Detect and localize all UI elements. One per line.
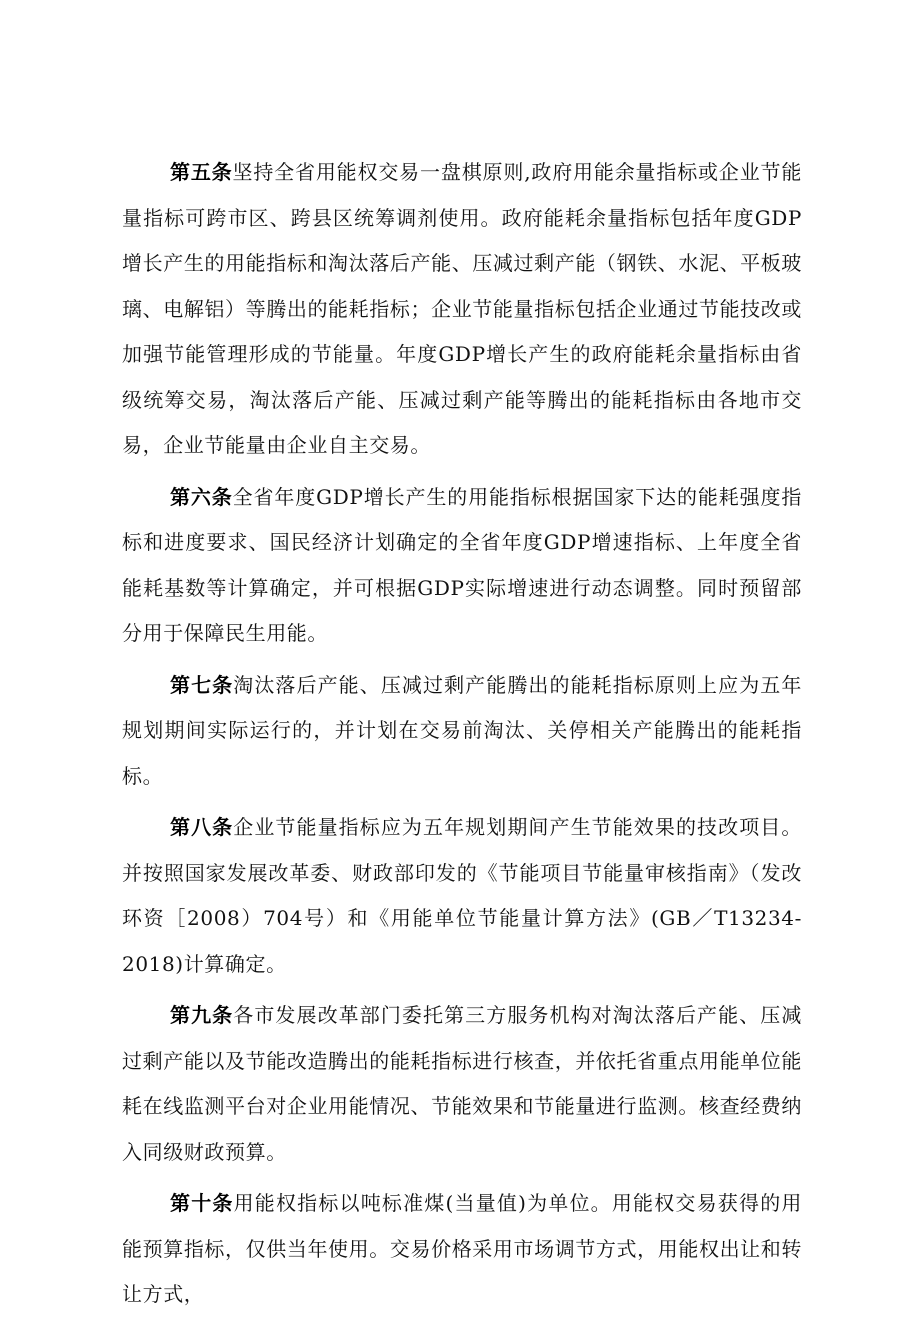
- article-7-text: 淘汰落后产能、压减过剩产能腾出的能耗指标原则上应为五年规划期间实际运行的，并计划在交易前淘汰、关停相关产能腾出的能耗指标。: [122, 672, 802, 788]
- article-5-text: 坚持全省用能权交易一盘棋原则,政府用能余量指标或企业节能量指标可跨市区、跨县区统筹调剂使用。政府能耗余量指标包括年度GDP增长产生的用能指标和淘汰落后产能、压减过剩产能（钢铁、水泥、平板玻璃、电解铝）等腾出的能耗指标；企业节能量指标包括企业通过节能技改或加强节能管理形成的节能量。年度GDP增长产生的政府能耗余量指标由省级统筹交易，淘汰落后产能、压减过剩产能等腾出的能耗指标由各地市交易，企业节能量由企业自主交易。: [122, 160, 802, 457]
- article-7-paragraph: [122, 663, 802, 800]
- article-6-paragraph: [122, 475, 802, 657]
- article-7-heading: 第七条: [170, 672, 234, 697]
- article-9-heading: 第九条: [170, 1003, 234, 1027]
- article-9-text: 各市发展改革部门委托第三方服务机构对淘汰落后产能、压减过剩产能以及节能改造腾出的能耗指标进行核查，并依托省重点用能单位能耗在线监测平台对企业用能情况、节能效果和节能量进行监测。核查经费纳入同级财政预算。: [122, 1003, 802, 1164]
- article-5-paragraph: [122, 150, 802, 469]
- article-6-text: 全省年度GDP增长产生的用能指标根据国家下达的能耗强度指标和进度要求、国民经济计划确定的全省年度GDP增速指标、上年度全省能耗基数等计算确定，并可根据GDP实际增速进行动态调整。同时预留部分用于保障民生用能。: [122, 484, 802, 645]
- article-10-text: 用能权指标以吨标准煤(当量值)为单位。用能权交易获得的用能预算指标，仅供当年使用。交易价格采用市场调节方式，用能权出让和转让方式，: [122, 1191, 802, 1306]
- article-8-paragraph: [122, 805, 802, 987]
- article-10-heading: 第十条: [170, 1191, 234, 1215]
- article-10-paragraph: [122, 1181, 802, 1318]
- article-6-heading: 第六条: [170, 484, 233, 509]
- article-8-text: 企业节能量指标应为五年规划期间产生节能效果的技改项目。并按照国家发展改革委、财政部印发的《节能项目节能量审核指南》（发改环资［2008）704号）和《用能单位节能量计算方法》(GB／T13234-2018)计算确定。: [122, 815, 802, 976]
- article-8-heading: 第八条: [170, 815, 234, 839]
- article-9-paragraph: [122, 993, 802, 1175]
- document-body: [122, 150, 802, 1324]
- article-5-heading: 第五条: [170, 160, 233, 184]
